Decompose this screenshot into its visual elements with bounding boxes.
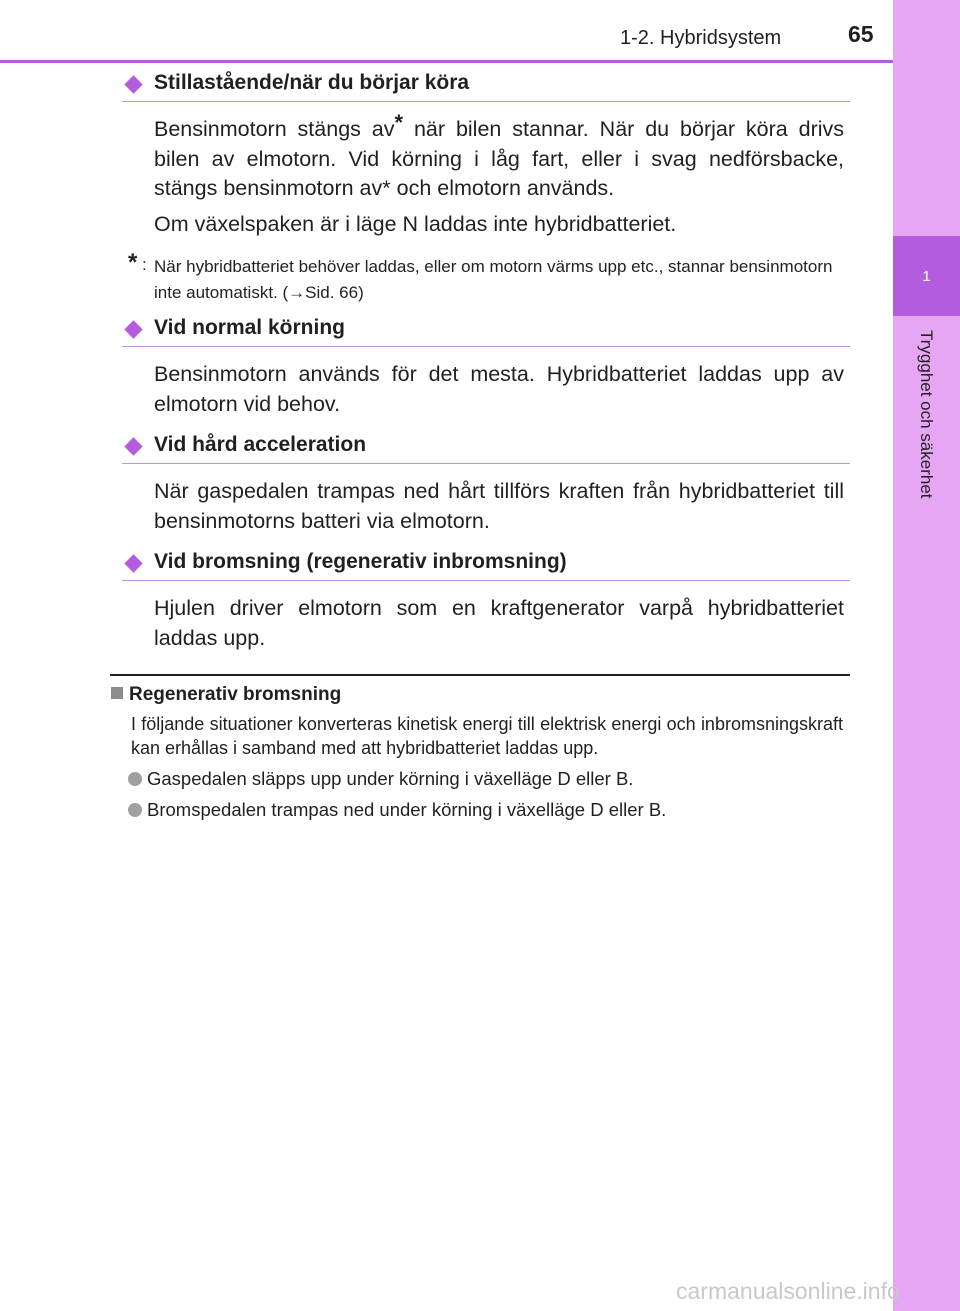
footnote-text: När hybridbatteriet behöver laddas, eller om motorn värms upp etc., stannar bensinmotorn inte automatiskt. (→Sid. 66) xyxy=(154,257,833,302)
list-item xyxy=(128,799,666,821)
square-bullet-icon xyxy=(111,687,123,699)
diamond-bullet-icon xyxy=(124,554,142,572)
heading-hard-acceleration xyxy=(122,433,850,464)
heading-text: Vid bromsning (regenerativ inbromsning) xyxy=(154,550,567,573)
paragraph-stillastaende xyxy=(154,109,845,204)
chapter-number-tab: 1 xyxy=(893,236,960,316)
paragraph-bromsning: Hjulen driver elmotorn som en kraftgenerator varpå hybridbatteriet laddas upp. xyxy=(154,596,844,650)
note-text: I följande situationer konverteras kinetisk energi till elektrisk energi och inbromsningskraft kan erhållas i samband med att hybridbatteriet laddas upp. xyxy=(131,714,843,758)
heading-normal-korning xyxy=(122,316,850,347)
section-divider xyxy=(110,674,850,676)
list-item-text: Gaspedalen släpps upp under körning i växelläge D eller B. xyxy=(147,768,634,789)
paragraph-hard-acceleration: När gaspedalen trampas ned hårt tillförs kraften från hybridbatteriet till bensinmotorns batteri via elmotorn. xyxy=(154,479,844,533)
diamond-bullet-icon xyxy=(124,75,142,93)
section-title: 1-2. Hybridsystem xyxy=(620,27,782,49)
heading-bromsning xyxy=(122,550,850,581)
heading-text: Vid hård acceleration xyxy=(154,433,367,456)
side-tab xyxy=(893,0,960,1311)
chapter-title-vertical: Trygghet och säkerhet xyxy=(917,330,936,499)
note-title xyxy=(111,684,341,706)
note-title-text: Regenerativ bromsning xyxy=(129,684,342,705)
circle-bullet-icon xyxy=(128,772,142,786)
heading-stillastaende xyxy=(122,71,850,102)
diamond-bullet-icon xyxy=(124,320,142,338)
diamond-bullet-icon xyxy=(124,437,142,455)
list-item-text: Bromspedalen trampas ned under körning i växelläge D eller B. xyxy=(147,799,667,820)
footnote-mark: * xyxy=(128,249,138,276)
paragraph-normal-korning: Bensinmotorn används för det mesta. Hybridbatteriet laddas upp av elmotorn vid behov. xyxy=(154,362,844,416)
paragraph-vaxelspak: Om växelspaken är i läge N laddas inte hybridbatteriet. xyxy=(154,212,677,236)
paragraph-text: Bensinmotorn stängs av xyxy=(154,117,395,141)
page-number: 65 xyxy=(848,21,874,47)
list-item xyxy=(128,768,633,790)
heading-text: Vid normal körning xyxy=(154,316,345,339)
footnote-asterisk: * xyxy=(394,109,404,135)
circle-bullet-icon xyxy=(128,803,142,817)
paragraph-text: när bilen stannar. När du börjar köra drivs bilen av elmotorn. Vid körning i låg fart, eller i svag nedförsbacke, stängs bensinmotorn av* och elmotorn används. xyxy=(154,117,845,200)
heading-text: Stillastående/när du börjar köra xyxy=(154,71,470,94)
header-rule xyxy=(0,60,893,63)
footnote-colon: : xyxy=(142,255,147,274)
watermark: carmanualsonline.info xyxy=(676,1278,900,1304)
